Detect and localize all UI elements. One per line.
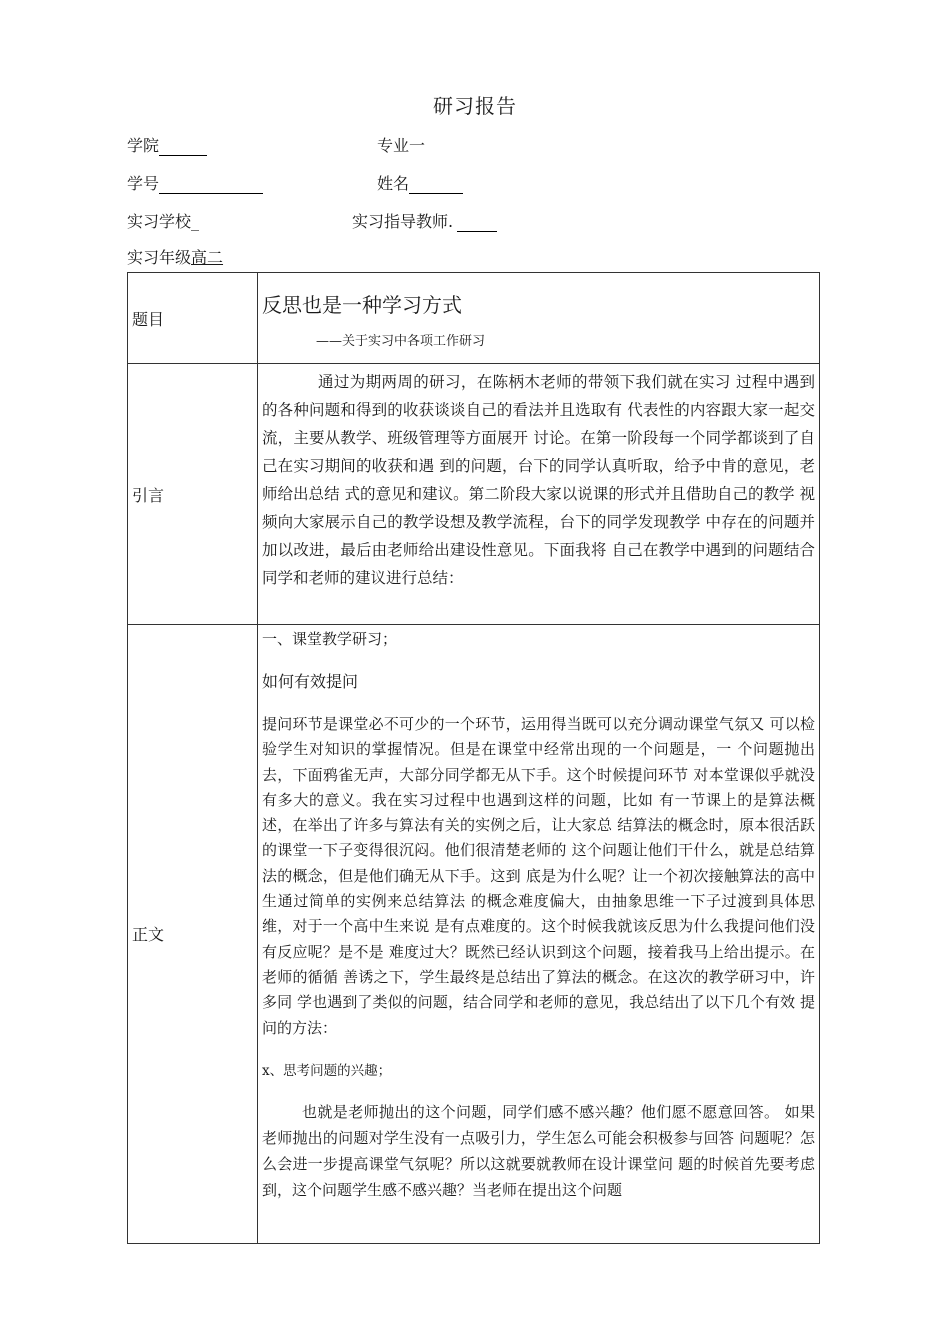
major-field <box>377 133 425 156</box>
intro-text: 通过为期两周的研习，在陈柄木老师的带领下我们就在实习 过程中遇到的各种问题和得到的收获谈谈自己的看法并且选取有 代表性的内容跟大家一起交流，主要从教学、班级管理等方面展开 讨论。在第一阶段每一个同学都谈到了自己在实习期间的收获和遇 到的问题，台下的同学认真听取，给予中肯的意见，老师给出总结 式的意见和建议。第二阶段大家以说课的形式并且借助自己的教学 视频向大家展示自己的教学设想及教学流程，台下的同学发现教学 中存在的问题并加以改进，最后由老师给出建设性意见。下面我将 自己在教学中遇到的问题结合同学和老师的建议进行总结： <box>262 373 815 587</box>
body-row <box>128 625 820 1244</box>
topic-main-title: 反思也是一种学习方式 <box>262 293 462 317</box>
grade-label: 实习年级 <box>127 248 192 267</box>
name-blank <box>409 175 463 194</box>
college-field <box>127 133 207 156</box>
student-id-field <box>127 171 263 194</box>
grade-field <box>127 245 223 268</box>
point-heading-1: x、思考问题的兴趣； <box>262 1062 392 1079</box>
intro-row <box>128 364 820 625</box>
school-label: 实习学校_ <box>127 212 200 231</box>
intro-label: 引言 <box>128 364 258 625</box>
teacher-field <box>352 209 497 232</box>
college-label: 学院 <box>127 136 160 155</box>
student-id-blank <box>159 175 263 194</box>
school-field <box>127 209 199 232</box>
body-cell <box>258 625 820 1244</box>
grade-value: 高二 <box>191 248 224 267</box>
question-heading: 如何有效提问 <box>262 672 359 691</box>
section-heading: 一、课堂教学研习； <box>262 630 398 648</box>
topic-label: 题目 <box>128 273 258 364</box>
body-label: 正文 <box>128 625 258 1244</box>
teacher-label: 实习指导教师. <box>352 212 454 231</box>
college-blank <box>159 137 207 156</box>
intro-cell <box>258 364 820 625</box>
student-id-label: 学号 <box>127 174 160 193</box>
topic-cell <box>258 273 820 364</box>
report-table <box>127 272 820 1244</box>
topic-subtitle: ——关于实习中各项工作研习 <box>316 334 486 349</box>
report-title: 研习报告 <box>433 94 517 118</box>
major-label: 专业一 <box>377 136 426 155</box>
topic-row <box>128 273 820 364</box>
name-label: 姓名 <box>377 174 410 193</box>
body-paragraph-2: 也就是老师抛出的这个问题，同学们感不感兴趣？他们愿不愿意回答。 如果老师抛出的问题对学生没有一点吸引力，学生怎么可能会积极参与回答 问题呢？怎么会进一步提高课堂气氛呢？所以这就要就教师在设计课堂问 题的时候首先要考虑到，这个问题学生感不感兴趣？当老师在提出这个问题 <box>262 1102 815 1199</box>
name-field <box>377 171 463 194</box>
teacher-blank <box>457 213 497 232</box>
body-paragraph-1: 提问环节是课堂必不可少的一个环节，运用得当既可以充分调动课堂气氛又 可以检验学生对知识的掌握情况。但是在课堂中经常出现的一个问题是，一 个问题抛出去，下面鸦雀无声，大部分同学都无从下手。这个时候提问环节 对本堂课似乎就没有多大的意义。我在实习过程中也遇到这样的问题，比如 有一节课上的是算法概述，在举出了许多与算法有关的实例之后，让大家总 结算法的概念时，原本很活跃的课堂一下子变得很沉闷。他们很清楚老师的 这个问题让他们干什么，就是总结算法的概念，但是他们确无从下手。这到 底是为什么呢？让一个初次接触算法的高中生通过简单的实例来总结算法 的概念难度偏大，由抽象思维一下子过渡到具体思维，对于一个高中生来说 是有点难度的。这个时候我就该反思为什么我提问他们没有反应呢？是不是 难度过大？既然已经认识到这个问题，接着我马上给出提示。在老师的循循 善诱之下，学生最终是总结出了算法的概念。在这次的教学研习中，许多同 学也遇到了类似的问题，结合同学和老师的意见，我总结出了以下几个有效 提问的方法： <box>262 715 815 1037</box>
